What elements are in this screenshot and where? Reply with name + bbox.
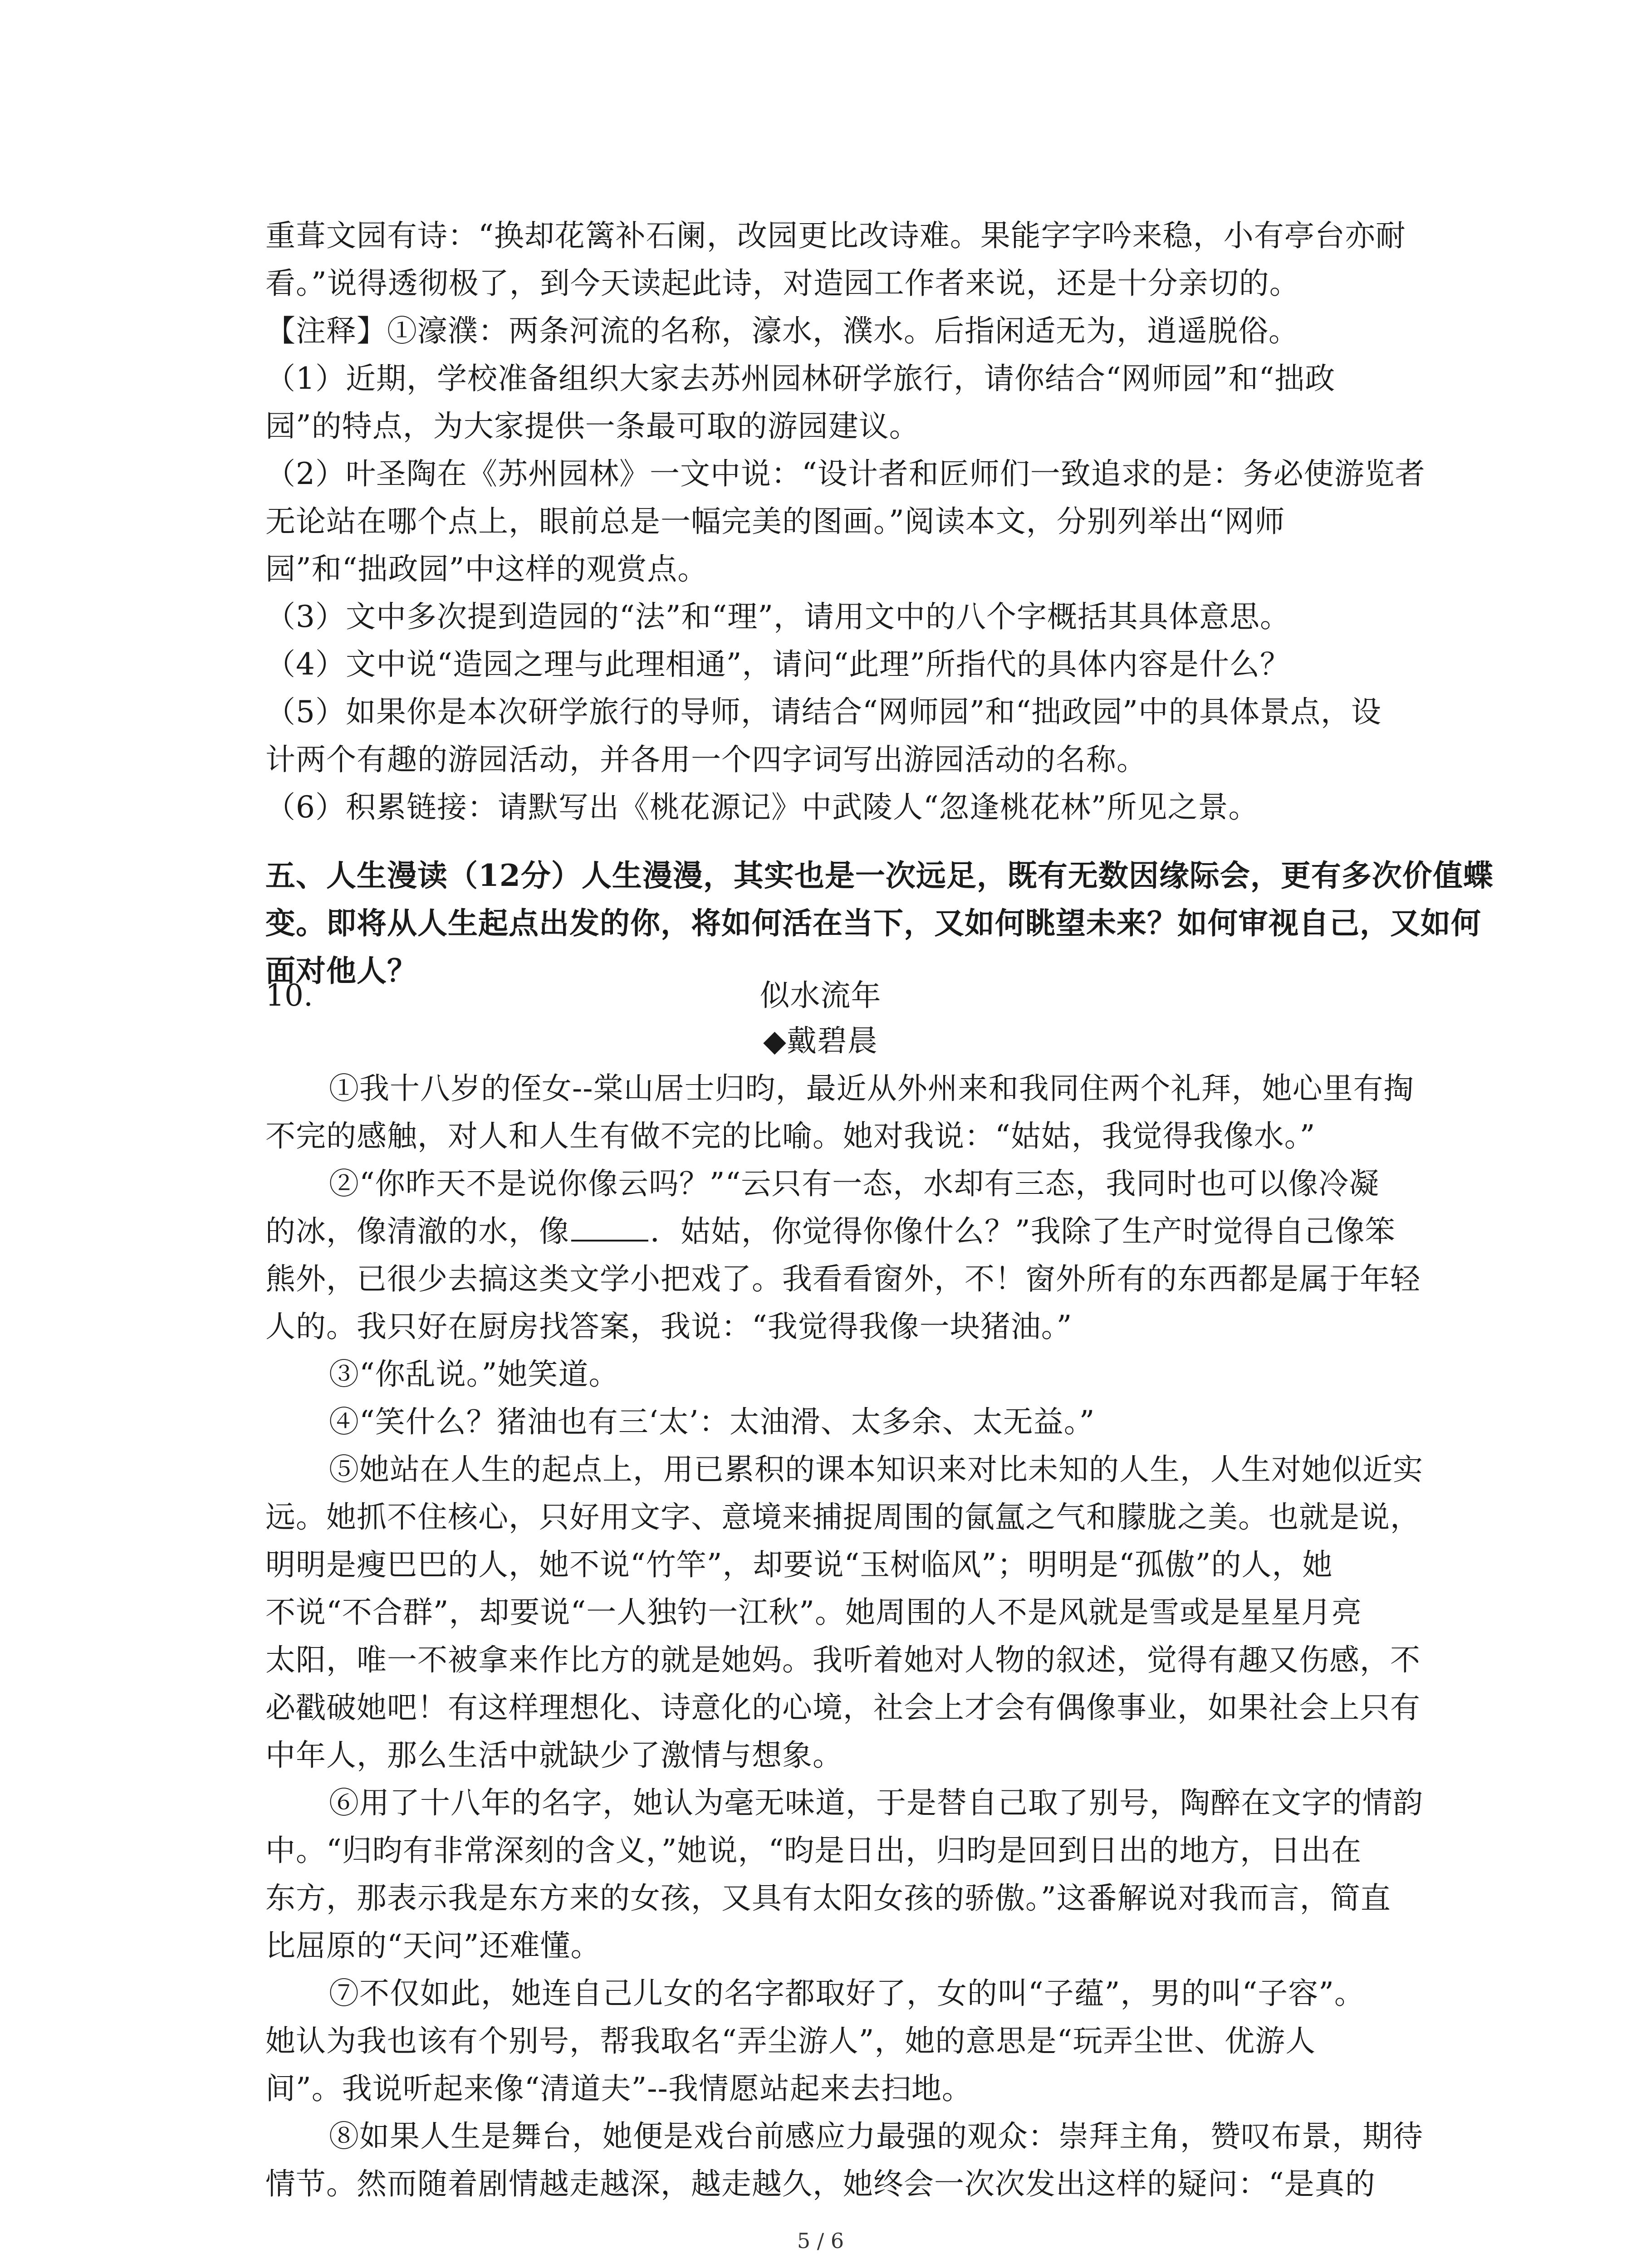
essay-line: ⑦不仅如此，她连自己儿女的名字都取好了，女的叫“子蕴”，男的叫“子容”。 bbox=[329, 1976, 1365, 2011]
question-5: （5）如果你是本次研学旅行的导师，请结合“网师园”和“拙政园”中的具体景点，设 bbox=[265, 694, 1381, 729]
question-4: （4）文中说“造园之理与此理相通”，请问“此理”所指代的具体内容是什么？ bbox=[265, 647, 1290, 682]
essay-line: 东方，那表示我是东方来的女孩，又具有太阳女孩的骄傲。”这番解说对我而言，简直 bbox=[265, 1881, 1391, 1916]
question-number: 10. bbox=[265, 978, 313, 1013]
essay-line: 明明是瘦巴巴的人，她不说“竹竿”，却要说“玉树临风”；明明是“孤傲”的人，她 bbox=[265, 1547, 1333, 1582]
essay-line: 熊外，已很少去搞这类文学小把戏了。我看看窗外，不！窗外所有的东西都是属于年轻 bbox=[265, 1261, 1421, 1296]
essay-line: 她认为我也该有个别号，帮我取名“弄尘游人”，她的意思是“玩弄尘世、优游人 bbox=[265, 2024, 1316, 2058]
essay-line: 比屈原的“天问”还难懂。 bbox=[265, 1928, 601, 1963]
question-2: （2）叶圣陶在《苏州园林》一文中说：“设计者和匠师们一致追求的是：务必使游览者 bbox=[265, 456, 1425, 491]
essay-text-after-blank: ．姑姑，你觉得你像什么？”我除了生产时觉得自己像笨 bbox=[650, 1214, 1396, 1249]
question-2-cont: 园”和“拙政园”中这样的观赏点。 bbox=[265, 552, 708, 587]
essay-line: 中。“归昀有非常深刻的含义，”她说，“昀是日出，归昀是回到日出的地方，日出在 bbox=[265, 1833, 1362, 1868]
section-heading: 变。即将从人生起点出发的你，将如何活在当下，又如何眺望未来？如何审视自己，又如何 bbox=[265, 905, 1481, 941]
essay-line: ①我十八岁的侄女--棠山居士归昀，最近从外州来和我同住两个礼拜，她心里有掏 bbox=[329, 1071, 1414, 1106]
essay-line: ②“你昨天不是说你像云吗？”“云只有一态，水却有三态，我同时也可以像冷凝 bbox=[329, 1166, 1380, 1201]
essay-line: 间”。我说听起来像“清道夫”--我情愿站起来去扫地。 bbox=[265, 2071, 972, 2106]
essay-line: ⑤她站在人生的起点上，用已累积的课本知识来对比未知的人生，人生对她似近实 bbox=[329, 1452, 1423, 1487]
essay-line: ⑥用了十八年的名字，她认为毫无味道，于是替自己取了别号，陶醉在文字的情韵 bbox=[329, 1785, 1423, 1820]
essay-line: 远。她抓不住核心，只好用文字、意境来捕捉周围的氤氲之气和朦胧之美。也就是说， bbox=[265, 1500, 1421, 1535]
essay-author: ◆戴碧晨 bbox=[763, 1023, 878, 1058]
essay-line: 情节。然而随着剧情越走越深，越走越久，她终会一次次发出这样的疑问：“是真的 bbox=[265, 2166, 1376, 2201]
question-5-cont: 计两个有趣的游园活动，并各用一个四字词写出游园活动的名称。 bbox=[265, 742, 1147, 777]
fill-in-blank bbox=[571, 1213, 648, 1242]
question-1-cont: 园”的特点，为大家提供一条最可取的游园建议。 bbox=[265, 409, 920, 444]
annotation-note: 【注释】①濠濮：两条河流的名称，濠水，濮水。后指闲适无为，逍遥脱俗。 bbox=[265, 313, 1299, 348]
question-3: （3）文中多次提到造园的“法”和“理”，请用文中的八个字概括其具体意思。 bbox=[265, 599, 1290, 634]
essay-text-before-blank: 的冰，像清澈的水，像 bbox=[265, 1214, 569, 1249]
essay-line: ④“笑什么？猪油也有三‘太’：太油滑、太多余、太无益。” bbox=[329, 1404, 1095, 1439]
question-6: （6）积累链接：请默写出《桃花源记》中武陵人“忽逢桃花林”所见之景。 bbox=[265, 790, 1259, 825]
essay-line-with-blank bbox=[265, 1209, 1396, 1254]
essay-line: ⑧如果人生是舞台，她便是戏台前感应力最强的观众：崇拜主角，赞叹布景，期待 bbox=[329, 2119, 1423, 2154]
section-heading: 五、人生漫读（12分）人生漫漫，其实也是一次远足，既有无数因缘际会，更有多次价值蝶 bbox=[265, 858, 1494, 893]
essay-line: 中年人，那么生活中就缺少了激情与想象。 bbox=[265, 1738, 843, 1773]
text-line: 重葺文园有诗：“换却花篱补石阑，改园更比改诗难。果能字字吟来稳，小有亭台亦耐 bbox=[265, 218, 1406, 253]
page-number: 5 / 6 bbox=[797, 2229, 844, 2253]
essay-line: 人的。我只好在厨房找答案，我说：“我觉得我像一块猪油。” bbox=[265, 1309, 1073, 1344]
question-2-cont: 无论站在哪个点上，眼前总是一幅完美的图画。”阅读本文，分别列举出“网师 bbox=[265, 504, 1285, 539]
text-line: 看。”说得透彻极了，到今天读起此诗，对造园工作者来说，还是十分亲切的。 bbox=[265, 266, 1300, 301]
essay-title: 似水流年 bbox=[759, 978, 882, 1013]
essay-line: 必戳破她吧！有这样理想化、诗意化的心境，社会上才会有偶像事业，如果社会上只有 bbox=[265, 1690, 1421, 1725]
essay-line: ③“你乱说。”她笑道。 bbox=[329, 1357, 619, 1392]
section-heading: 面对他人？ bbox=[265, 953, 417, 988]
essay-line: 不说“不合群”，却要说“一人独钓一江秋”。她周围的人不是风就是雪或是星星月亮 bbox=[265, 1595, 1362, 1630]
question-1: （1）近期，学校准备组织大家去苏州园林研学旅行，请你结合“网师园”和“拙政 bbox=[265, 361, 1336, 396]
essay-line: 不完的感触，对人和人生有做不完的比喻。她对我说：“姑姑，我觉得我像水。” bbox=[265, 1119, 1316, 1154]
essay-line: 太阳，唯一不被拿来作比方的就是她妈。我听着她对人物的叙述，觉得有趣又伤感，不 bbox=[265, 1642, 1421, 1677]
